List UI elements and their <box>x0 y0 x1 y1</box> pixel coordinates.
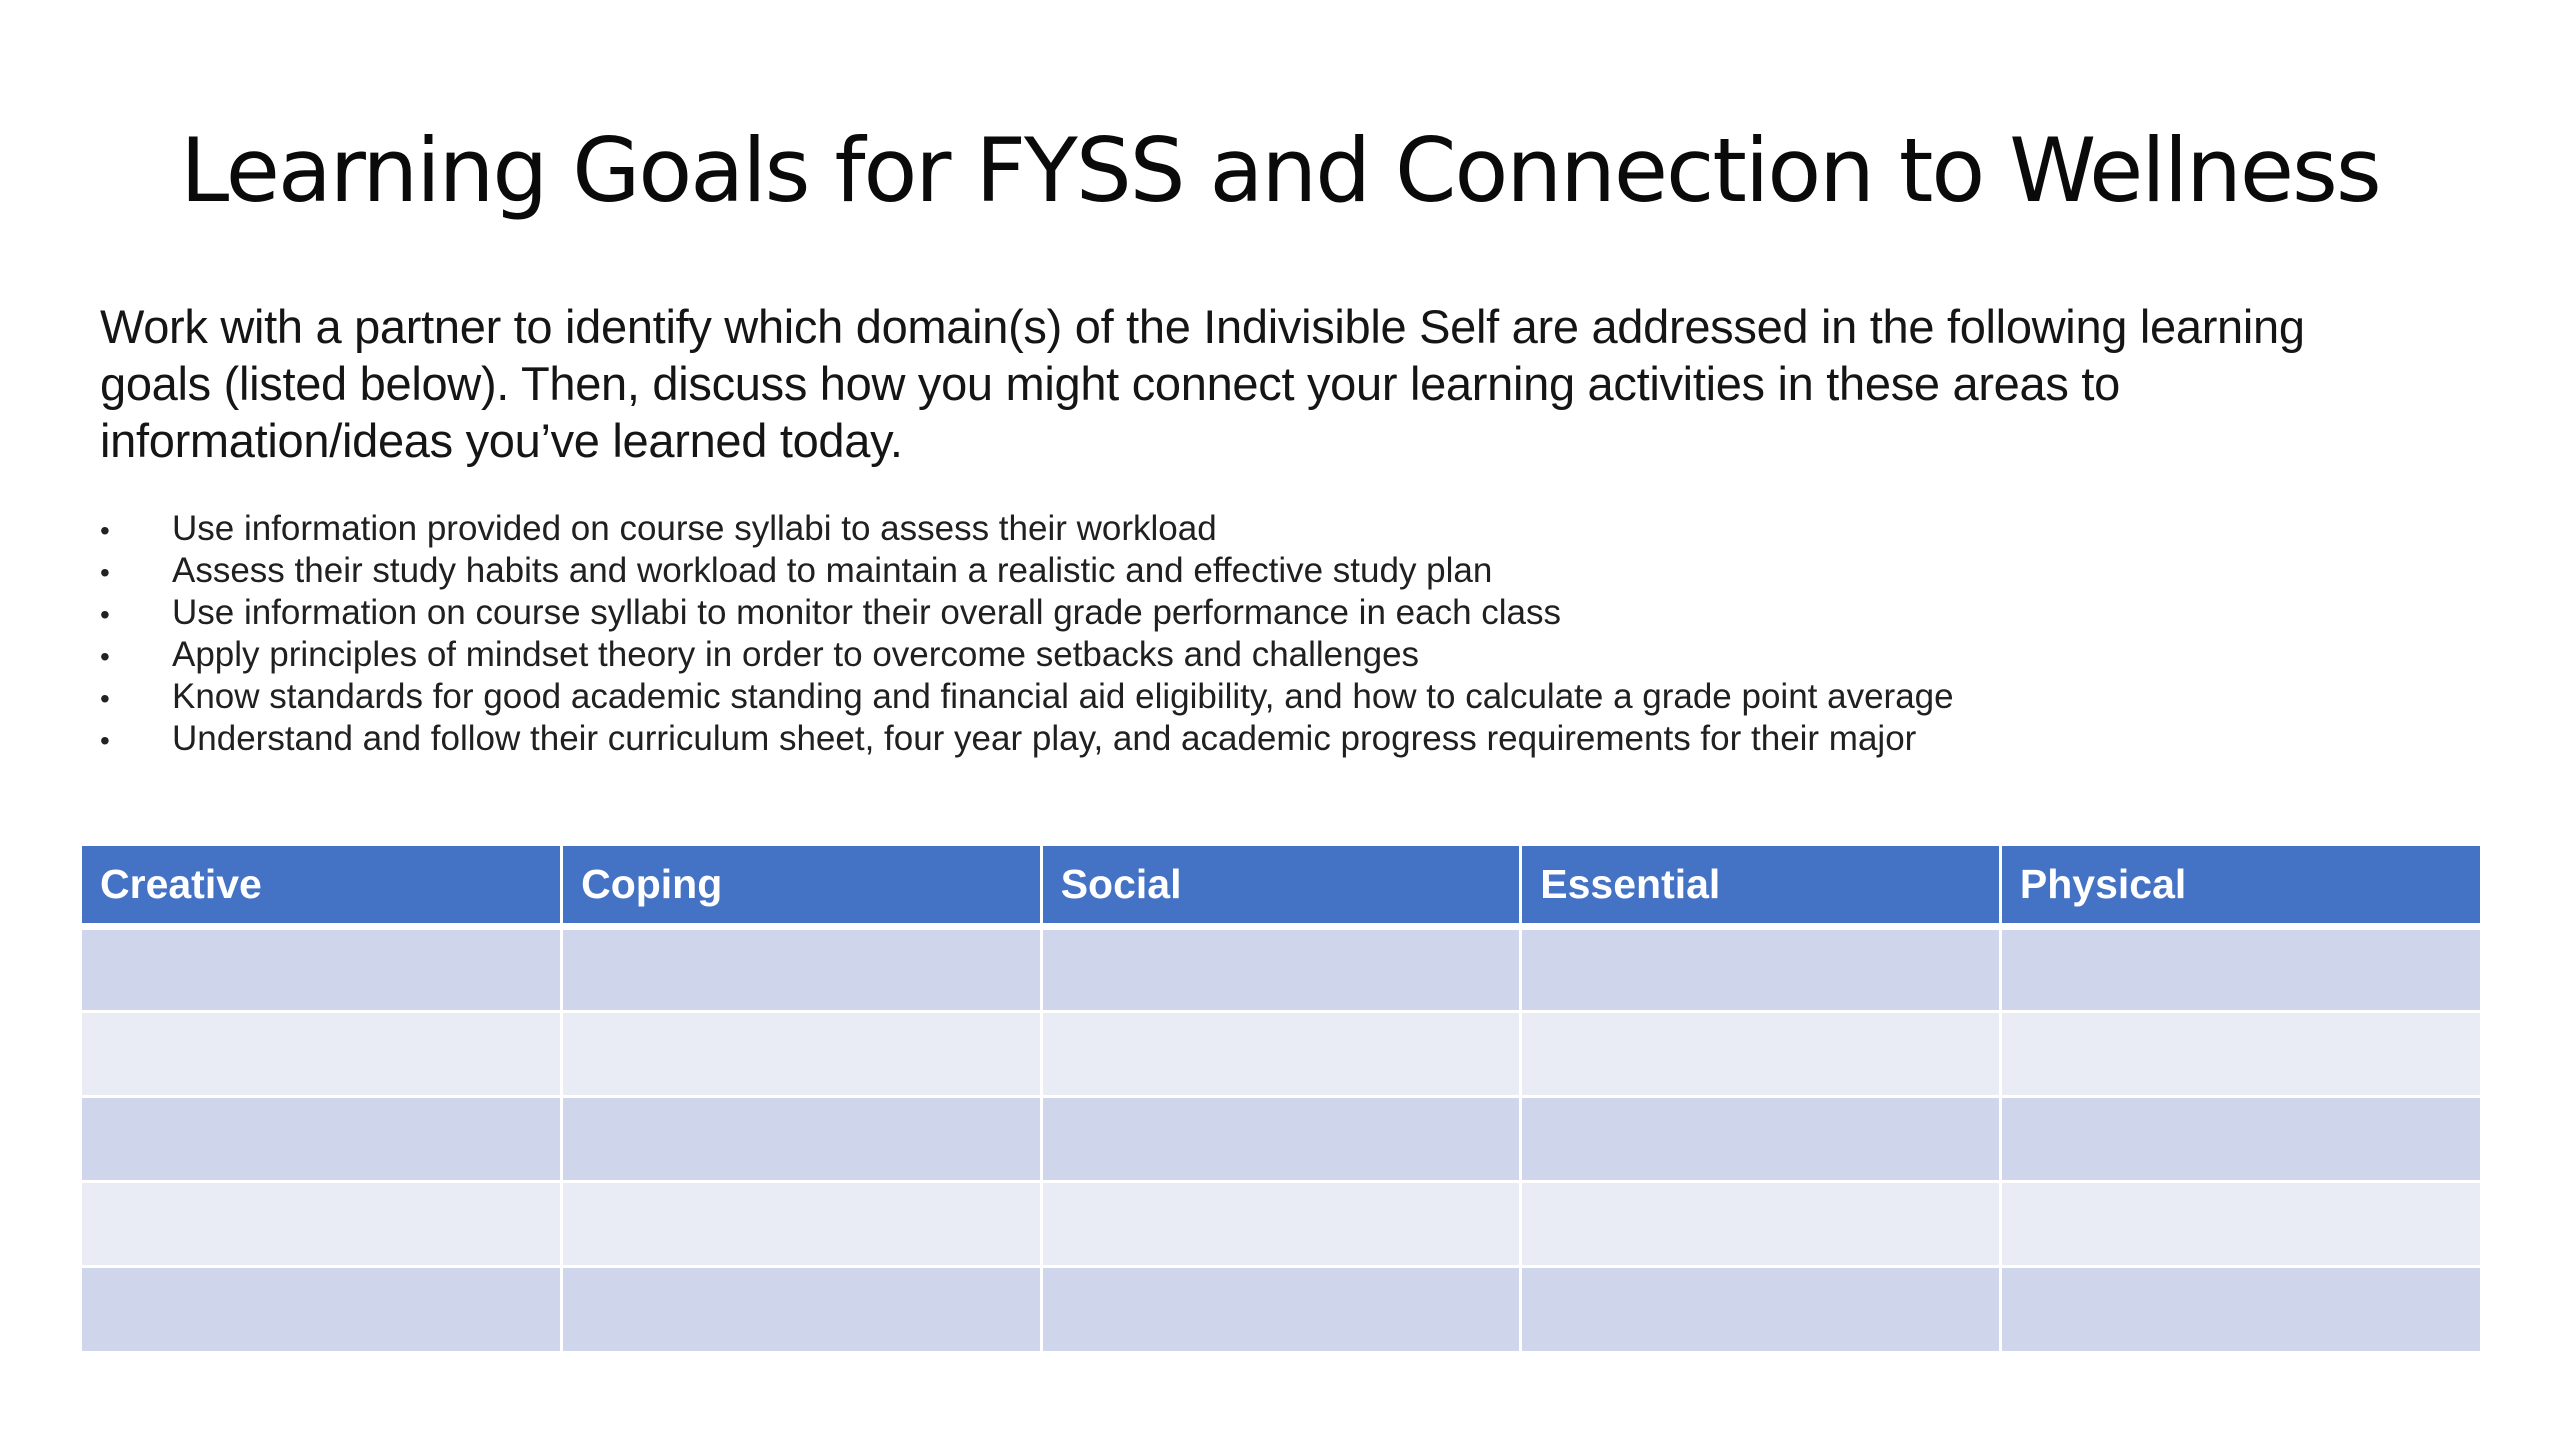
goal-text: Understand and follow their curriculum sheet, four year play, and academic progress requirements for their major <box>172 719 1917 758</box>
bullet-icon: • <box>100 557 110 588</box>
table-cell[interactable] <box>1041 1011 1521 1096</box>
table-cell[interactable] <box>82 1181 562 1266</box>
table-cell[interactable] <box>562 1096 1042 1181</box>
table-cell[interactable] <box>2000 1266 2480 1351</box>
table-cell[interactable] <box>2000 926 2480 1011</box>
table-cell[interactable] <box>1521 1266 2001 1351</box>
bullet-icon: • <box>100 683 110 714</box>
table-cell[interactable] <box>1521 1181 2001 1266</box>
table-cell[interactable] <box>82 1096 562 1181</box>
table-cell[interactable] <box>1041 1096 1521 1181</box>
header-coping: Coping <box>562 846 1042 926</box>
table-cell[interactable] <box>562 926 1042 1011</box>
table-cell[interactable] <box>562 1181 1042 1266</box>
list-item <box>100 550 2400 592</box>
table-cell[interactable] <box>82 1011 562 1096</box>
header-social: Social <box>1041 846 1521 926</box>
goal-text: Assess their study habits and workload to maintain a realistic and effective study plan <box>172 551 1493 590</box>
table-cell[interactable] <box>82 926 562 1011</box>
table-cell[interactable] <box>1521 1096 2001 1181</box>
table-row <box>82 1096 2480 1181</box>
table-cell[interactable] <box>2000 1011 2480 1096</box>
slide-title: Learning Goals for FYSS and Connection to Wellness <box>180 119 2380 222</box>
table-row <box>82 1266 2480 1351</box>
list-item <box>100 592 2400 634</box>
table-cell[interactable] <box>1521 1011 2001 1096</box>
table-row <box>82 1011 2480 1096</box>
bullet-icon: • <box>100 515 110 546</box>
table-cell[interactable] <box>2000 1181 2480 1266</box>
table-cell[interactable] <box>562 1011 1042 1096</box>
list-item <box>100 508 2400 550</box>
table-row <box>82 926 2480 1011</box>
table-cell[interactable] <box>562 1266 1042 1351</box>
goal-text: Know standards for good academic standing and financial aid eligibility, and how to calculate a grade point average <box>172 677 1954 716</box>
table-row <box>82 1181 2480 1266</box>
table-cell[interactable] <box>1041 1266 1521 1351</box>
table-cell[interactable] <box>2000 1096 2480 1181</box>
learning-goals-list <box>100 508 2400 760</box>
table-cell[interactable] <box>1041 1181 1521 1266</box>
bullet-icon: • <box>100 599 110 630</box>
bullet-icon: • <box>100 725 110 756</box>
table-cell[interactable] <box>1041 926 1521 1011</box>
list-item <box>100 634 2400 676</box>
goal-text: Apply principles of mindset theory in order to overcome setbacks and challenges <box>172 635 1420 674</box>
wellness-domain-table <box>82 846 2480 1351</box>
header-physical: Physical <box>2000 846 2480 926</box>
table-cell[interactable] <box>82 1266 562 1351</box>
list-item <box>100 676 2400 718</box>
table-cell[interactable] <box>1521 926 2001 1011</box>
header-essential: Essential <box>1521 846 2001 926</box>
table-header-row <box>82 846 2480 926</box>
bullet-icon: • <box>100 641 110 672</box>
goal-text: Use information on course syllabi to monitor their overall grade performance in each class <box>172 593 1561 632</box>
goal-text: Use information provided on course syllabi to assess their workload <box>172 509 1217 548</box>
header-creative: Creative <box>82 846 562 926</box>
intro-paragraph: Work with a partner to identify which domain(s) of the Indivisible Self are addressed in the following learning goals (listed below). Then, discuss how you might connect your learning activities in these areas to information/ideas you’ve learned today. <box>100 300 2305 467</box>
list-item <box>100 718 2400 760</box>
